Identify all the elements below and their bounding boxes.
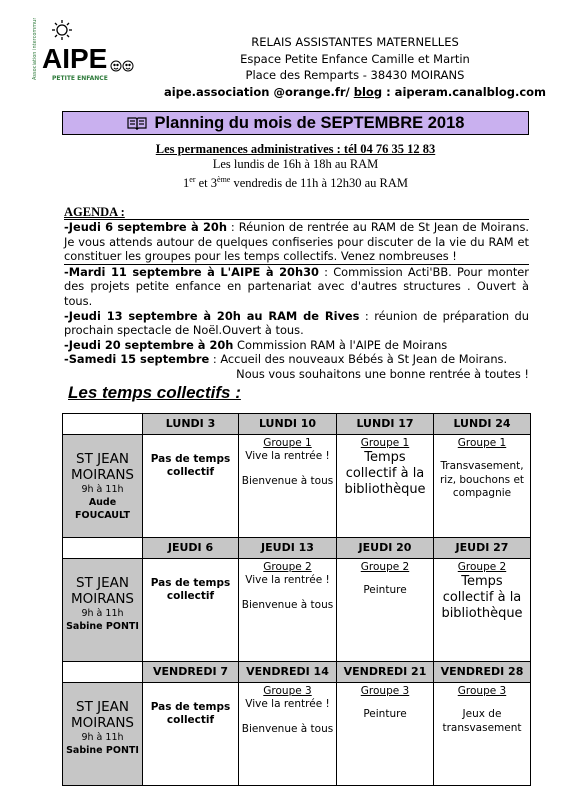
- header-line-2: Espace Petite Enfance Camille et Martin: [240, 51, 470, 66]
- location-person: Aude FOUCAULT: [75, 496, 130, 521]
- activity-row: [63, 558, 531, 661]
- location-cell: [63, 558, 143, 661]
- day-header: LUNDI 24: [434, 414, 531, 435]
- permanences-line-1: Les lundis de 16h à 18h au RAM: [212, 157, 379, 171]
- activity-text: Peinture: [363, 584, 407, 597]
- location-person: Sabine PONTI: [66, 620, 139, 632]
- activity-cell: [239, 434, 337, 537]
- agenda-closing: Nous vous souhaitons une bonne rentrée à toutes !: [236, 366, 529, 381]
- location-name: ST JEAN MOIRANS: [71, 574, 134, 607]
- org-header: [150, 34, 560, 100]
- activity-cell: [143, 558, 239, 661]
- activity-text: Vive la rentrée !: [245, 450, 330, 463]
- permanences-line-2: 1er et 3ème vendredis de 11h à 12h30 au RAM: [183, 175, 408, 191]
- activity-cell: [434, 682, 531, 785]
- blog-link[interactable]: : aiperam.canalblog.com: [386, 84, 547, 99]
- agenda-item: -Jeudi 6 septembre à 20h : Réunion de rentrée au RAM de St Jean de Moirans. Je vous attends autour de quelques confiseries pour discuter de la vie du RAM et constituer les groupes pour les temps collectifs. Venez nombreuses !: [64, 220, 529, 264]
- svg-text:Association intercommunale: Association intercommunale: [32, 18, 38, 80]
- day-header: JEUDI 27: [434, 537, 531, 558]
- day-header: VENDREDI 28: [434, 661, 531, 682]
- group-label: Groupe 1: [457, 436, 507, 449]
- group-label: Groupe 1: [360, 436, 410, 449]
- location-hours: 9h à 11h: [81, 483, 124, 495]
- agenda-item: -Jeudi 13 septembre à 20h au RAM de Rives : réunion de préparation du prochain spectacle de Noël.Ouvert à tous.: [64, 308, 529, 338]
- group-label: Groupe 2: [263, 560, 312, 573]
- activity-cell: [337, 558, 434, 661]
- blank-header-cell: [63, 661, 143, 682]
- activity-text: Pas de temps collectif: [150, 700, 231, 727]
- activity-row: [63, 682, 531, 785]
- activity-text: Transvasement, riz, bouchons et compagnie: [439, 460, 525, 500]
- blog-label: blog: [353, 84, 383, 99]
- group-label: Groupe 3: [263, 684, 312, 697]
- group-label: Groupe 3: [360, 684, 410, 697]
- activity-text: Temps collectif à la bibliothèque: [344, 450, 426, 498]
- day-header-row: [63, 661, 531, 682]
- activity-cell: [434, 558, 531, 661]
- location-cell: [63, 434, 143, 537]
- group-label: Groupe 1: [263, 436, 312, 449]
- svg-text:AIPE: AIPE: [42, 43, 108, 74]
- activity-text: Temps collectif à la bibliothèque: [441, 574, 523, 622]
- activity-cell: [434, 434, 531, 537]
- location-hours: 9h à 11h: [81, 731, 124, 743]
- activity-cell: [239, 682, 337, 785]
- activity-cell: [239, 558, 337, 661]
- agenda-item: -Samedi 15 septembre : Accueil des nouveaux Bébés à St Jean de Moirans.: [64, 352, 508, 367]
- agenda: [64, 205, 529, 382]
- svg-text:PETITE ENFANCE: PETITE ENFANCE: [52, 75, 108, 82]
- group-label: Groupe 3: [457, 684, 507, 697]
- header-line-1: RELAIS ASSISTANTES MATERNELLES: [251, 35, 459, 49]
- permanences: [62, 142, 529, 191]
- group-label: Groupe 2: [457, 560, 507, 573]
- location-name: ST JEAN MOIRANS: [71, 698, 134, 731]
- day-header: LUNDI 17: [337, 414, 434, 435]
- activity-text: Peinture: [363, 708, 407, 721]
- activity-text: Bienvenue à tous: [241, 722, 334, 735]
- activity-text: Bienvenue à tous: [241, 474, 334, 487]
- day-header: VENDREDI 7: [143, 661, 239, 682]
- email-link[interactable]: aipe.association @orange.fr/: [163, 84, 350, 99]
- agenda-item: -Mardi 11 septembre à L'AIPE à 20h30 : Commission Acti'BB. Pour monter des projets petite enfance en partenariat avec d'autres structures . Ouvert à tous.: [64, 264, 529, 308]
- blank-header-cell: [63, 414, 143, 435]
- day-header: JEUDI 13: [239, 537, 337, 558]
- blank-header-cell: [63, 537, 143, 558]
- planning-table: [62, 413, 531, 786]
- day-header-row: [63, 414, 531, 435]
- agenda-title: AGENDA :: [64, 205, 125, 219]
- aipe-logo-icon: [32, 18, 140, 86]
- activity-row: [63, 434, 531, 537]
- activity-text: Vive la rentrée !: [245, 574, 330, 587]
- day-header: VENDREDI 14: [239, 661, 337, 682]
- banner-title: Planning du mois de SEPTEMBRE 2018: [154, 113, 465, 132]
- activity-text: Pas de temps collectif: [150, 452, 231, 479]
- activity-cell: [337, 682, 434, 785]
- agenda-item: -Jeudi 20 septembre à 20h Commission RAM à l'AIPE de Moirans: [64, 337, 448, 352]
- day-header: JEUDI 6: [143, 537, 239, 558]
- activity-cell: [337, 434, 434, 537]
- activity-text: Jeux de transvasement: [442, 708, 522, 734]
- header-line-3: Place des Remparts - 38430 MOIRANS: [245, 68, 465, 82]
- open-book-icon: [127, 116, 147, 130]
- day-header: LUNDI 3: [143, 414, 239, 435]
- activity-cell: [143, 682, 239, 785]
- location-cell: [63, 682, 143, 785]
- activity-text: Pas de temps collectif: [150, 576, 231, 603]
- group-label: Groupe 2: [360, 560, 410, 573]
- month-banner: [62, 111, 529, 135]
- location-hours: 9h à 11h: [81, 607, 124, 619]
- activity-text: Bienvenue à tous: [241, 598, 334, 611]
- header-contact: [150, 84, 560, 101]
- day-header: VENDREDI 21: [337, 661, 434, 682]
- activity-text: Vive la rentrée !: [245, 698, 330, 711]
- location-person: Sabine PONTI: [66, 744, 139, 756]
- permanences-title: Les permanences administratives : tél 04 76 35 12 83: [155, 142, 436, 156]
- aipe-logo: [32, 18, 140, 86]
- activity-cell: [143, 434, 239, 537]
- day-header: JEUDI 20: [337, 537, 434, 558]
- location-name: ST JEAN MOIRANS: [71, 450, 134, 483]
- day-header-row: [63, 537, 531, 558]
- day-header: LUNDI 10: [239, 414, 337, 435]
- temps-collectifs-title: Les temps collectifs :: [68, 383, 241, 402]
